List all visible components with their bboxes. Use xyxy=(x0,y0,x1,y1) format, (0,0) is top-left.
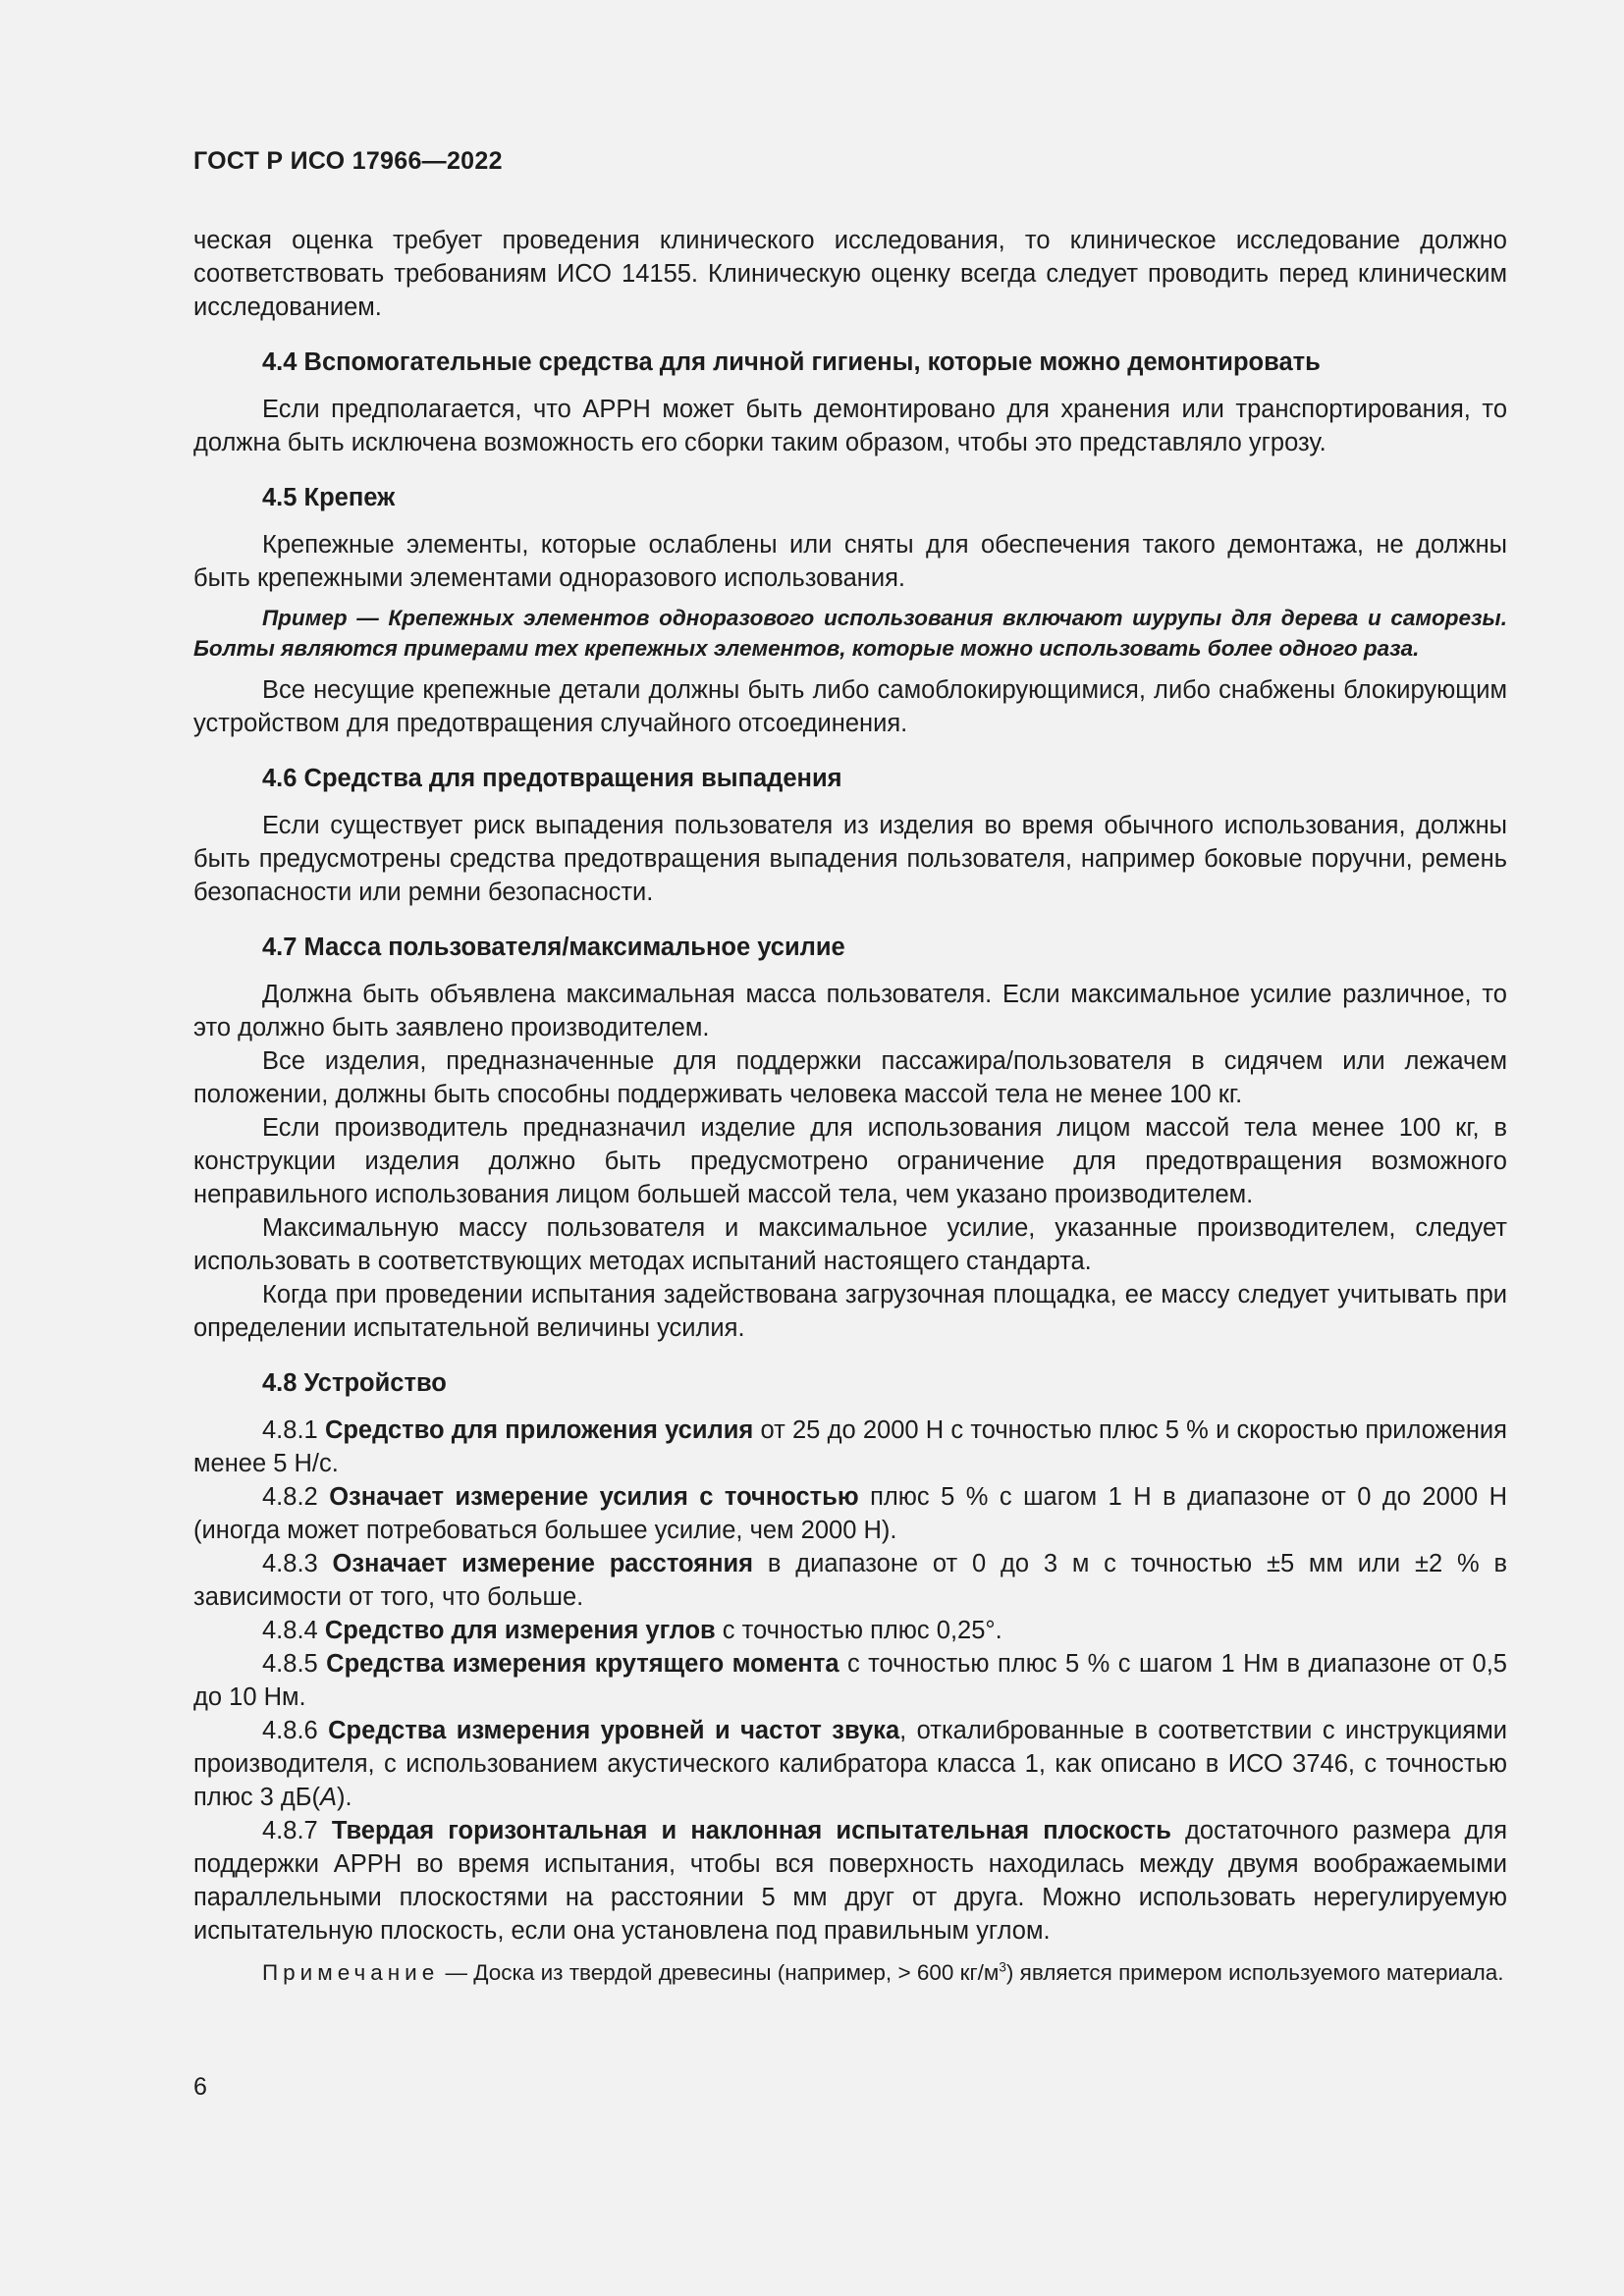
item-bold-term: Означает измерение усилия с точностью xyxy=(329,1483,859,1511)
item-text: от 25 до 2000 Н с точностью плюс 5 % и скоростью приложения менее 5 Н/с. xyxy=(193,1416,1507,1477)
section-4-7-paragraph-4: Максимальную массу пользователя и максимальное усилие, указанные производителем, следует использовать в соответствующих методах испытаний настоящего стандарта. xyxy=(193,1214,1507,1275)
section-4-5-paragraph-2: Все несущие крепежные детали должны быть либо самоблокирующимися, либо снабжены блокирующим устройством для предотвращения случайного отсоединения. xyxy=(193,676,1507,737)
item-number: 4.8.2 xyxy=(262,1483,318,1511)
item-4-8-1 xyxy=(193,1414,1507,1480)
document-body xyxy=(193,224,1507,1988)
section-4-6-paragraph: Если существует риск выпадения пользователя из изделия во время обычного использования, должны быть предусмотрены средства предотвращения выпадения пользователя, например боковые поручни, ремень безопасности или ремни безопасности. xyxy=(193,812,1507,906)
section-4-6-heading: 4.6 Средства для предотвращения выпадения xyxy=(262,765,842,792)
item-text: в диапазоне от 0 до 3 м с точностью ±5 мм или ±2 % в зависимости от того, что больше. xyxy=(193,1550,1507,1611)
item-bold-term: Средства измерения уровней и частот звука xyxy=(328,1717,900,1744)
item-number: 4.8.3 xyxy=(262,1550,318,1577)
note-text-after: ) является примером используемого материала. xyxy=(1005,1960,1504,1985)
section-4-8-heading: 4.8 Устройство xyxy=(262,1369,447,1397)
section-4-7-paragraph-1: Должна быть объявлена максимальная масса пользователя. Если максимальное усилие различное, то это должно быть заявлено производителем. xyxy=(193,981,1507,1041)
intro-paragraph: ческая оценка требует проведения клинического исследования, то клиническое исследование должно соответствовать требованиям ИСО 14155. Клиническую оценку всегда следует проводить перед клиническим исследованием. xyxy=(193,227,1507,321)
item-text: достаточного размера для поддержки APPH во время испытания, чтобы вся поверхность находилась между двумя воображаемыми параллельными плоскостями на расстоянии 5 мм друг от друга. Можно использовать нерегулируемую испытательную плоскость, если она установлена под правильным углом. xyxy=(193,1817,1508,1945)
page-number: 6 xyxy=(193,2073,207,2101)
item-bold-term: Средство для приложения усилия xyxy=(324,1416,754,1444)
item-4-8-2 xyxy=(193,1480,1507,1547)
note-paragraph xyxy=(193,1957,1507,1988)
item-text: с точностью плюс 0,25°. xyxy=(715,1617,1002,1644)
section-4-4-heading: 4.4 Вспомогательные средства для личной гигиены, которые можно демонтировать xyxy=(262,348,1321,376)
item-number: 4.8.7 xyxy=(262,1817,318,1844)
item-number: 4.8.4 xyxy=(262,1617,318,1644)
item-text: плюс 5 % с шагом 1 Н в диапазоне от 0 до 2000 Н (иногда может потребоваться большее усилие, чем 2000 Н). xyxy=(193,1483,1508,1544)
section-4-5-paragraph-1: Крепежные элементы, которые ослаблены или сняты для обеспечения такого демонтажа, не должны быть крепежными элементами одноразового использования. xyxy=(193,531,1507,592)
item-4-8-4 xyxy=(193,1614,1507,1647)
item-4-8-7 xyxy=(193,1814,1507,1948)
section-4-7-paragraph-2: Все изделия, предназначенные для поддержки пассажира/пользователя в сидячем или лежачем положении, должны быть способны поддерживать человека массой тела не менее 100 кг. xyxy=(193,1047,1507,1108)
item-bold-term: Средство для измерения углов xyxy=(324,1617,716,1644)
section-4-5-heading: 4.5 Крепеж xyxy=(262,484,396,511)
item-bold-term: Твердая горизонтальная и наклонная испытательная плоскость xyxy=(331,1817,1171,1844)
section-4-7-paragraph-5: Когда при проведении испытания задействована загрузочная площадка, ее массу следует учитывать при определении испытательной величины усилия. xyxy=(193,1281,1507,1342)
document-header: ГОСТ Р ИСО 17966—2022 xyxy=(193,147,503,175)
section-4-5-example: Пример — Крепежных элементов одноразового использования включают шурупы для дерева и саморезы. Болты являются примерами тех крепежных элементов, которые можно использовать более одного раза. xyxy=(193,606,1507,661)
item-4-8-3 xyxy=(193,1547,1507,1614)
item-text: , откалиброванные в соответствии с инструкциями производителя, с использованием акустического калибратора класса 1, как описано в ИСО 3746, с точностью плюс 3 дБ( xyxy=(193,1717,1507,1811)
item-number: 4.8.1 xyxy=(262,1416,318,1444)
item-number: 4.8.5 xyxy=(262,1650,318,1678)
item-tail: ). xyxy=(337,1784,352,1811)
note-superscript: 3 xyxy=(999,1959,1006,1975)
section-4-7-paragraph-3: Если производитель предназначил изделие для использования лицом массой тела менее 100 кг, в конструкции изделия должно быть предусмотрено ограничение для предотвращения возможного неправильного использования лицом большей массой тела, чем указано производителем. xyxy=(193,1114,1507,1208)
item-4-8-6 xyxy=(193,1714,1507,1814)
item-bold-term: Означает измерение расстояния xyxy=(332,1550,754,1577)
section-4-4-paragraph: Если предполагается, что APPH может быть демонтировано для хранения или транспортирования, то должна быть исключена возможность его сборки таким образом, чтобы это представляло угрозу. xyxy=(193,396,1507,456)
note-text-before: — Доска из твердой древесины (например, > 600 кг/м xyxy=(439,1960,1000,1985)
item-text: с точностью плюс 5 % с шагом 1 Нм в диапазоне от 0,5 до 10 Нм. xyxy=(193,1650,1507,1711)
section-4-7-heading: 4.7 Масса пользователя/максимальное усилие xyxy=(262,934,845,961)
item-italic: A xyxy=(320,1784,338,1811)
item-4-8-5 xyxy=(193,1647,1507,1714)
item-bold-term: Средства измерения крутящего момента xyxy=(326,1650,839,1678)
note-label: Примечание xyxy=(262,1960,440,1985)
item-number: 4.8.6 xyxy=(262,1717,318,1744)
